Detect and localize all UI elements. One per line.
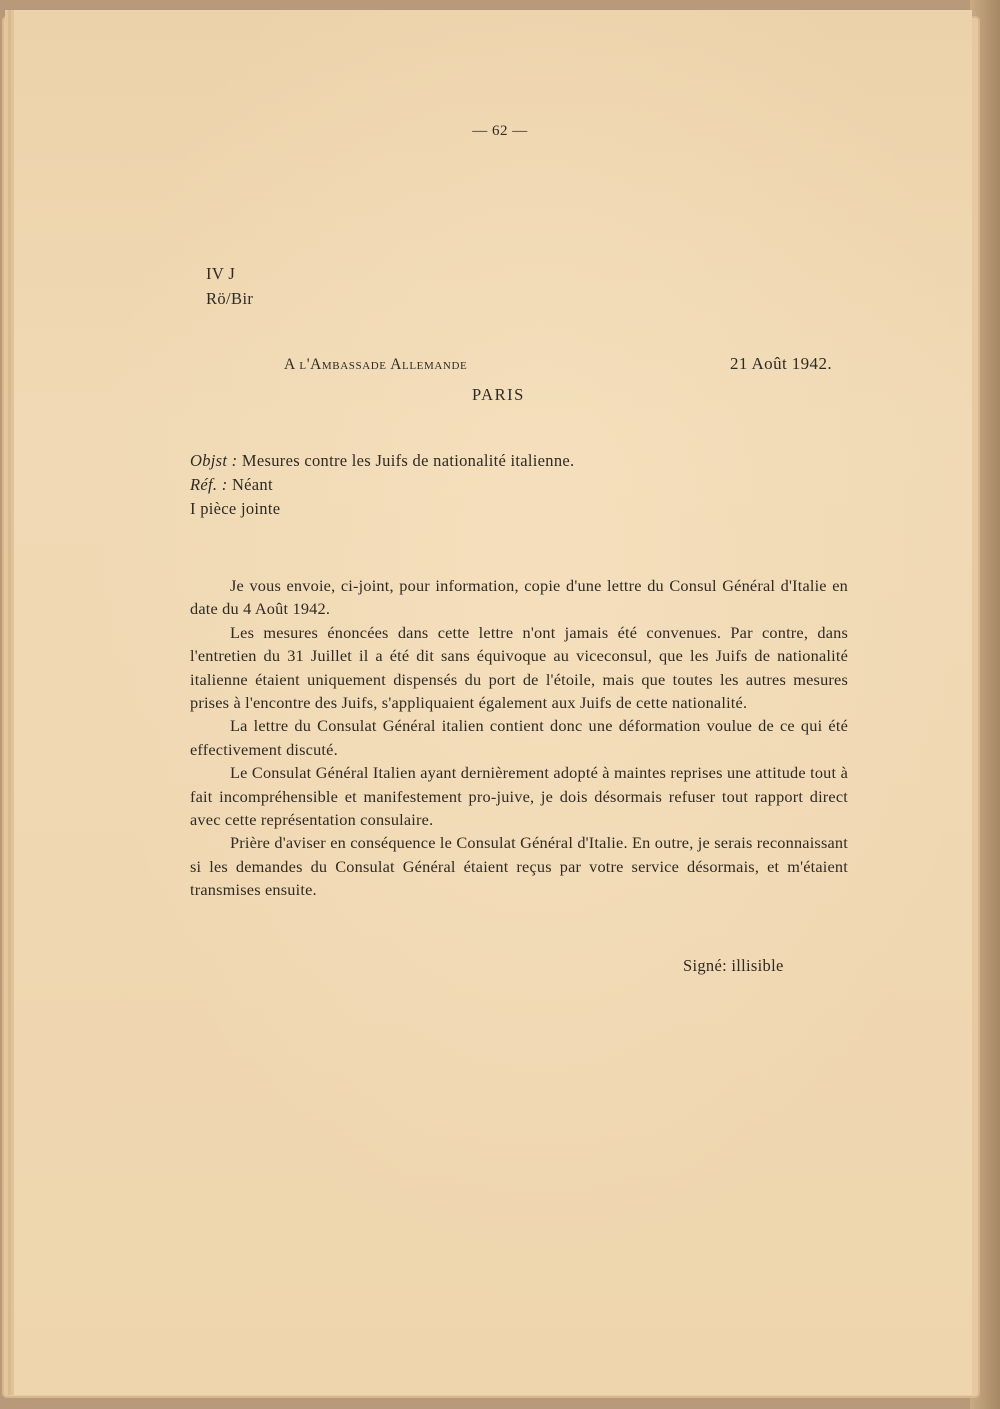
recipient-city: PARIS [472, 385, 525, 404]
body-paragraph: Le Consulat Général Italien ayant dernièrement adopté à maintes reprises une attitude tout à fait incompréhensible et manifestement pro-juive, je dois désormais refuser tout rapport direct avec cette représentation consulaire. [190, 763, 848, 830]
reference-line-1: IV J [206, 264, 236, 283]
subject-block [190, 449, 574, 521]
object-label: Objst : [190, 451, 238, 470]
page-number: — 62 — [472, 123, 528, 139]
ref-line [190, 473, 574, 497]
object-line [190, 449, 574, 473]
ref-text: Néant [231, 475, 273, 494]
letter-body [190, 574, 848, 902]
letter-date: 21 Août 1942. [729, 354, 832, 373]
signature: Signé: illisible [683, 956, 784, 975]
body-paragraph: Je vous envoie, ci-joint, pour information, copie d'une lettre du Consul Général d'Italie en date du 4 Août 1942. [190, 576, 848, 619]
reference-line-2: Rö/Bir [206, 289, 254, 308]
reference-block [206, 261, 253, 311]
attachment-line: I pièce jointe [190, 499, 281, 518]
object-text: Mesures contre les Juifs de nationalité italienne. [241, 451, 575, 470]
recipient: A l'Ambassade Allemande [284, 356, 468, 373]
body-paragraph: Les mesures énoncées dans cette lettre n'ont jamais été convenues. Par contre, dans l'entretien du 31 Juillet il a été dit sans équivoque au viceconsul, que les Juifs de nationalité italienne étaient uniquement dispensés du port de l'étoile, mais que toutes les autres mesures prises à l'encontre des Juifs, s'appliquaient également aux Juifs de cette nationalité. [190, 622, 848, 713]
ref-label: Réf. : [190, 475, 228, 494]
body-paragraph: La lettre du Consulat Général italien contient donc une déformation voulue de ce qui été effectivement discuté. [190, 716, 848, 759]
body-paragraph: Prière d'aviser en conséquence le Consulat Général d'Italie. En outre, je serais reconnaissant si les demandes du Consulat Général étaient reçus par votre service désormais, et m'étaient transmises ensuite. [190, 833, 848, 900]
